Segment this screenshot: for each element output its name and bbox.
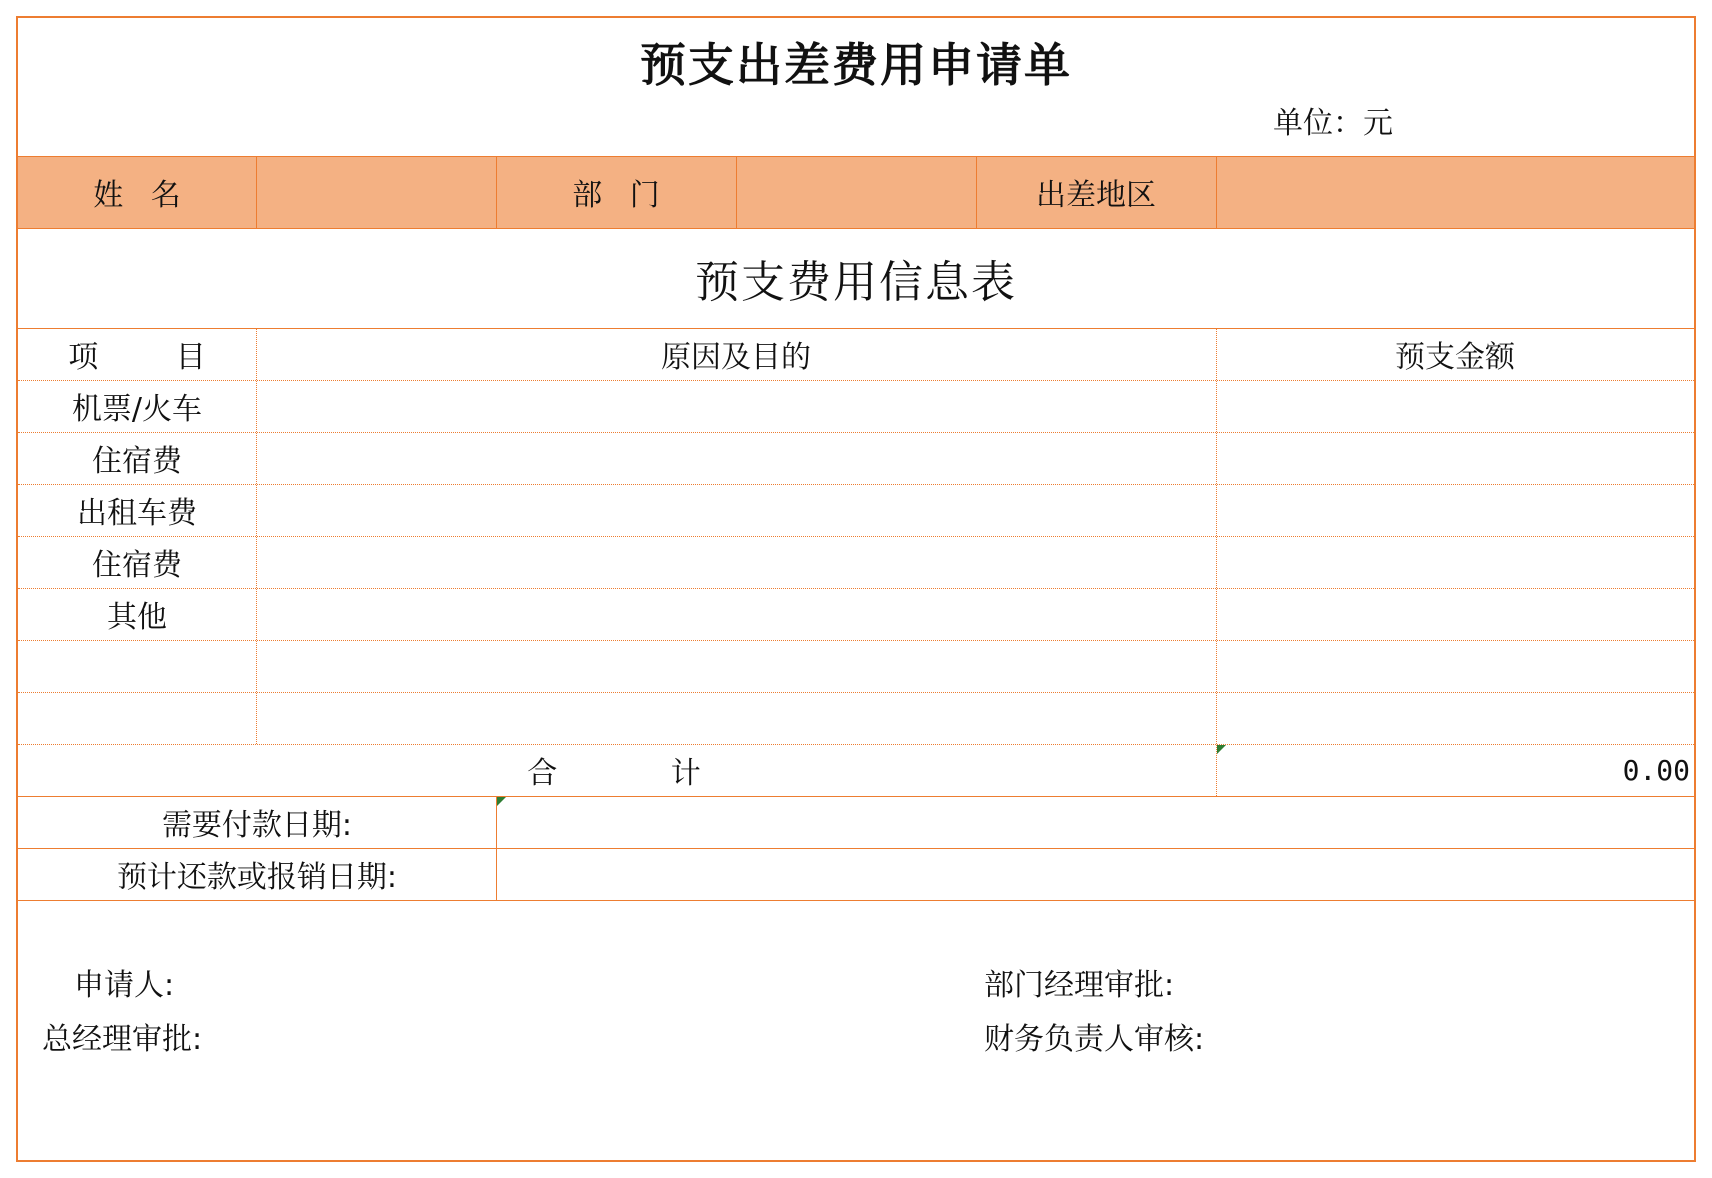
region-label: 出差地区 (1036, 178, 1156, 213)
col-header-item: 项 目 (68, 340, 206, 375)
table-row-item: 住宿费 (92, 444, 182, 479)
table-row-item: 住宿费 (92, 548, 182, 583)
table-row-item (18, 640, 256, 692)
table-row-item: 出租车费 (77, 496, 197, 531)
repay-date-field[interactable] (508, 848, 1694, 900)
divider (496, 796, 497, 900)
table-row-reason[interactable] (256, 484, 1216, 536)
total-label: 合 计 (527, 756, 701, 791)
payment-date-field[interactable] (508, 796, 1694, 848)
table-row-reason[interactable] (256, 536, 1216, 588)
table-row-reason[interactable] (256, 380, 1216, 432)
table-row-reason[interactable] (256, 640, 1216, 692)
info-table-title: 预支费用信息表 (695, 257, 1017, 308)
divider (18, 900, 1694, 901)
application-form (16, 16, 1696, 1162)
total-value: 0.00 (1622, 753, 1690, 787)
table-row-reason[interactable] (256, 588, 1216, 640)
repay-date-label: 预计还款或报销日期: (116, 860, 398, 895)
department-field[interactable] (736, 156, 976, 228)
table-row-item: 机票/火车 (71, 392, 203, 427)
applicant-label: 申请人: (74, 968, 175, 1003)
dept-manager-label: 部门经理审批: (984, 968, 1175, 1003)
table-row-amount[interactable] (1216, 432, 1688, 484)
table-row-amount[interactable] (1216, 640, 1688, 692)
table-row-reason[interactable] (256, 432, 1216, 484)
table-row-amount[interactable] (1216, 588, 1688, 640)
payment-date-label: 需要付款日期: (161, 808, 353, 843)
col-header-amount: 预支金额 (1395, 340, 1515, 375)
region-field[interactable] (1216, 156, 1694, 228)
name-field[interactable] (256, 156, 496, 228)
unit-label: 单位：元 (1273, 106, 1393, 141)
form-title: 预支出差费用申请单 (640, 38, 1072, 92)
general-manager-label: 总经理审批: (42, 1022, 203, 1057)
table-row-item (18, 692, 256, 744)
table-row-amount[interactable] (1216, 536, 1688, 588)
table-row-amount[interactable] (1216, 692, 1688, 744)
table-row-amount[interactable] (1216, 380, 1688, 432)
table-row-reason[interactable] (256, 692, 1216, 744)
name-label: 姓 名 (93, 178, 181, 213)
table-row-amount[interactable] (1216, 484, 1688, 536)
col-header-reason: 原因及目的 (661, 340, 811, 375)
finance-label: 财务负责人审核: (984, 1022, 1205, 1057)
department-label: 部 门 (572, 178, 660, 213)
cell-marker-icon (497, 797, 506, 806)
table-row-item: 其他 (107, 600, 167, 635)
